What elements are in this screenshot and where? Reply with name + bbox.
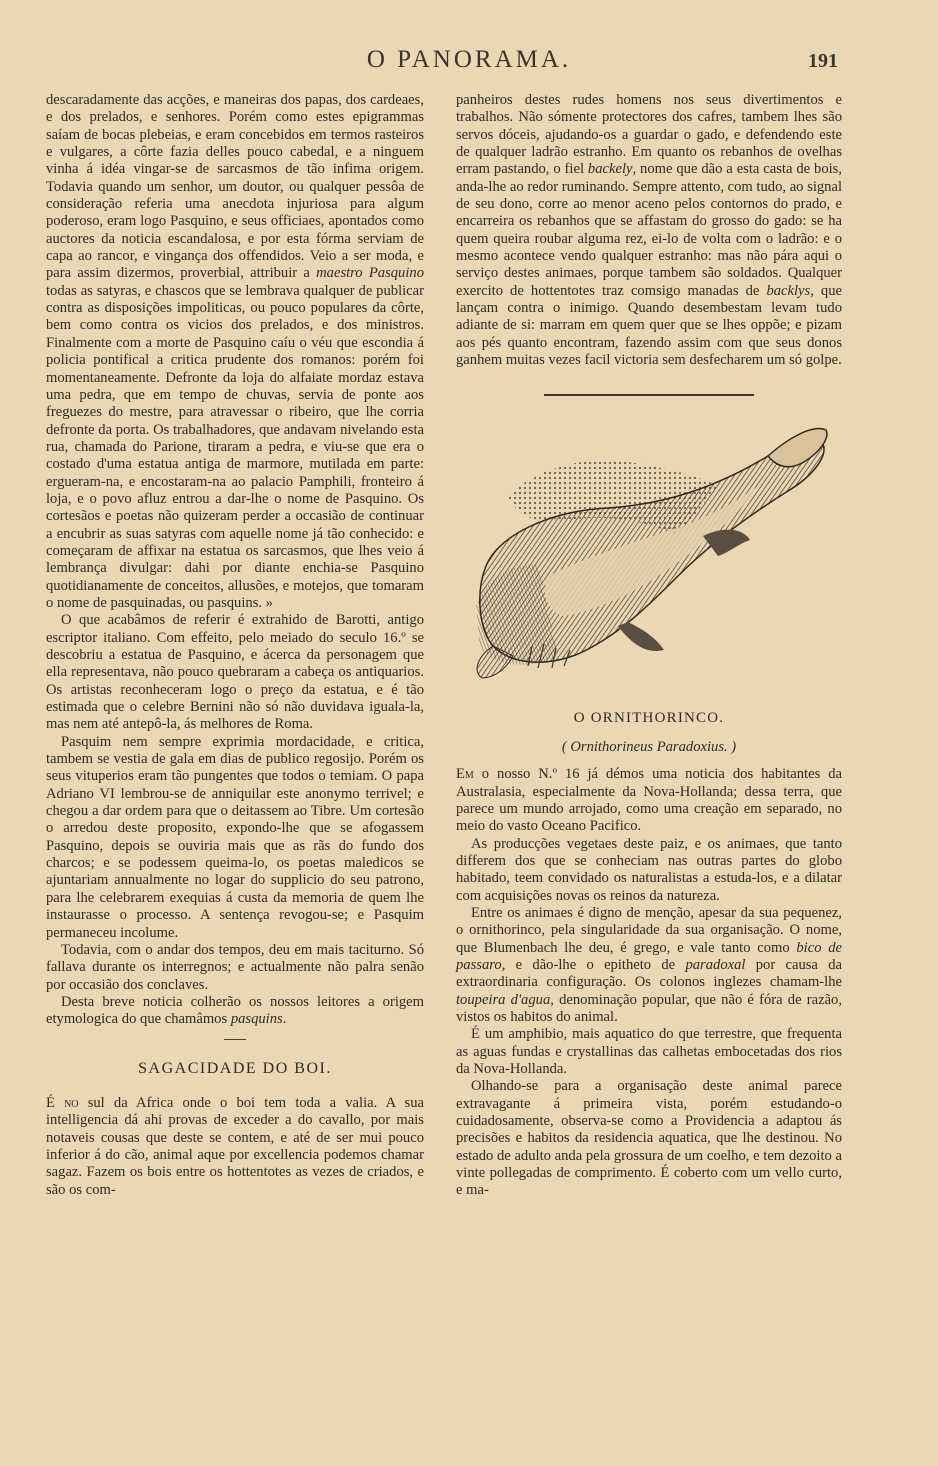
right-column	[456, 92, 842, 1200]
article-paragraph: descaradamente das acções, e maneiras dos papas, dos cardeaes, e dos prelados, e senhores. Porém como estes epigrammas saíam de bocas plebeias, e eram concebidos em termos rasteiros e vulgares, a côrte fazia delles pouco cabedal, e a ninguem vinha á idéa vingar-se de sarcasmos de tão infima origem. Todavia quando um senhor, um doutor, ou qualquer pessôa de consideração referia uma anecdota injuriosa para algum poderoso, eram logo Pasquino, e seus officiaes, apontados como auctores da noticia escandalosa, e por esta fórma serviam de capa ao rancor, e vingança dos offendidos. Veio a ser moda, e para assim dizermos, proverbial, attribuir a maestro Pasquino todas as satyras, e chascos que se lembrava qualquer de publicar contra as disposições impoliticas, ou pouco populares da côrte, bem como contra os vicios dos prelados, e dos ministros. Finalmente com a morte de Pasquino caíu o véu que escondia á policia pontifical a critica prudente dos romanos: porém foi momentaneamente. Defronte da loja do alfaiate mordaz estava uma pedra, que em tempo de chuvas, servia de ponte aos freguezes do mestre, para atravessar o ribeiro, que lhe corria defronte da porta. Os trabalhadores, que andavam nivelando esta rua, chamada do Parione, tiraram a pedra, e viu-se que era o costado d'uma estatua antiga de marmore, mutilada em parte: ergueram-na, e encostaram-na ao palacio Pamphili, fronteiro á loja, e o povo afluz entrou a dar-lhe o nome de Pasquino. Os cortesãos e poetas não quizeram perder a occasião de continuar a encubrir as suas satyras com aquelle nome já tão conhecido: e começaram de affixar na estatua os sarcasmos, que lhes veio á lembrança divulgar: dahi por diante enchia-se Pasquino quotidianamente de conceitos, allusões, e motejos, que tomaram o nome de pasquinadas, ou pasquins. »	[46, 92, 424, 611]
left-column	[46, 92, 424, 1199]
article-paragraph: É um amphibio, mais aquatico do que terrestre, que frequenta as aguas fundas e crystallinas das calhetas embocetadas dos rios da Nova-Hollanda.	[456, 1026, 842, 1078]
article-paragraph: Em o nosso N.º 16 já démos uma noticia dos habitantes da Australasia, especialmente da Nova-Hollanda; dessa terra, que parece um mundo arrojado, como uma creação em separado, no meio do vasto Oceano Pacifico.	[456, 766, 842, 835]
article-paragraph: Desta breve noticia colherão os nossos leitores a origem etymologica do que chamâmos pasquins.	[46, 993, 424, 1028]
page-number: 191	[808, 50, 838, 72]
section-divider	[224, 1039, 246, 1040]
article-paragraph: Pasquim nem sempre exprimia mordacidade, e critica, tambem se vestia de gala em dias de publico regosijo. Porém os seus vituperios eram tão pungentes que todos o temiam. O papa Adriano VI lembrou-se de anniquilar este anonymo terrivel; e chegou a dar ordem para que o deitassem ao Tibre. Um cortesão o arredou deste proposito, expondo-lhe que se afogassem Pasquino, depois se ouviria mais que as rãs do fundo dos charcos; e se podessem queima-lo, os poetas maledicos se ajuntariam annualmente no logar do supplicio do seu patrono, para lhe celebrarem exequias á custa da memoria de quem lhe instaurasse o processo. A sentença revogou-se; e Pasquim permaneceu incolume.	[46, 733, 424, 941]
article-paragraph: panheiros destes rudes homens nos seus divertimentos e trabalhos. Não sómente protectores dos cafres, tambem lhes são servos dóceis, ajudando-os a guardar o gado, e defendendo este de qualquer ladrão estranho. Em quanto os rebanhos de ovelhas erram pastando, o fiel backely, nome que dão a esta casta de bois, anda-lhe ao redor ruminando. Sempre attento, com tudo, ao signal de seu dono, corre ao menor aceno pelos contornos do prado, e encarreira os rebanhos que se affastam do grosso do gado: se ha quem queira roubar alguma rez, ei-lo de volta com o ladrão: e o mesmo acontece vendo qualquer estranho: mas não pára aqui o serviço destes animaes, porque tambem são soldados. Qualquer exercito de hottentotes traz comsigo manadas de backlys, que lançam contra o inimigo. Quando desembestam levam tudo adiante de si: marram em quem quer que se lhes oppõe; e pizam aos pés quanto encontram, fazendo assim com que seus donos ganhem muitas vezes facil victoria sem desfecharem um só golpe.	[456, 92, 843, 369]
article-paragraph: É no sul da Africa onde o boi tem toda a valia. A sua intelligencia dá ahi provas de exceder a do cavallo, por mais notaveis cousas que deste se contem, e até de ser mui pouco inferior á do cão, animal aque por excellencia podemos chamar sagaz. Fazem os bois entre os hottentotes as vezes de criados, e são os com-	[46, 1094, 424, 1198]
section-divider	[544, 394, 754, 396]
figure-subtitle: ( Ornithorineus Paradoxius. )	[561, 738, 737, 755]
masthead-title: O PANORAMA.	[366, 46, 572, 73]
page-header	[0, 46, 938, 80]
article-paragraph: O que acabâmos de referir é extrahido de Barotti, antigo escriptor italiano. Com effeito, pelo meiado do seculo 16.º se descobriu a estatua de Pasquino, e ácerca da personagem que ella representava, não pouco quebraram a cabeça os antiquarios. Os artistas reconheceram logo o preço da estatua, e é tão estimada que o celebre Bernini não só não duvidava iguala-la, mas nem até antepô-la, ás melhores de Roma.	[46, 612, 424, 733]
article-paragraph: Olhando-se para a organisação deste animal parece extravagante á primeira vista, porém estudando-o cuidadosamente, observa-se como a Providencia a adaptou ás precisões e habitos da residencia aquatica, que lhe destinou. No estado de adulto anda pela grossura de um coelho, e tem dezoito a vinte pollegadas de comprimento. É coberto com um vello curto, e ma-	[456, 1078, 842, 1199]
section-heading: SAGACIDADE DO BOI.	[138, 1059, 332, 1077]
figure-title: O ORNITHORINCO.	[573, 709, 725, 726]
platypus-engraving-icon	[468, 416, 830, 686]
article-paragraph: As producções vegetaes deste paiz, e os animaes, que tanto differem dos que se conheciam nas outras partes do globo habitado, teem convidado os naturalistas a estuda-los, e a dilatar com acquisições novas os reinos da natureza.	[456, 835, 842, 904]
article-paragraph: Todavia, com o andar dos tempos, deu em mais taciturno. Só fallava durante os interregnos; e actualmente não palra senão por occasião dos conclaves.	[46, 941, 424, 993]
article-paragraph: Entre os animaes é digno de menção, apesar da sua pequenez, o ornithorinco, pela singularidade da sua organisação. O nome, que Blumenbach lhe deu, é grego, e vale tanto como bico de passaro, e dão-lhe o epitheto de paradoxal por causa da extraordinaria configuração. Os colonos inglezes chamam-lhe toupeira d'agua, denominação popular, que não é fóra de razão, vistos os habitos do animal.	[456, 904, 842, 1025]
